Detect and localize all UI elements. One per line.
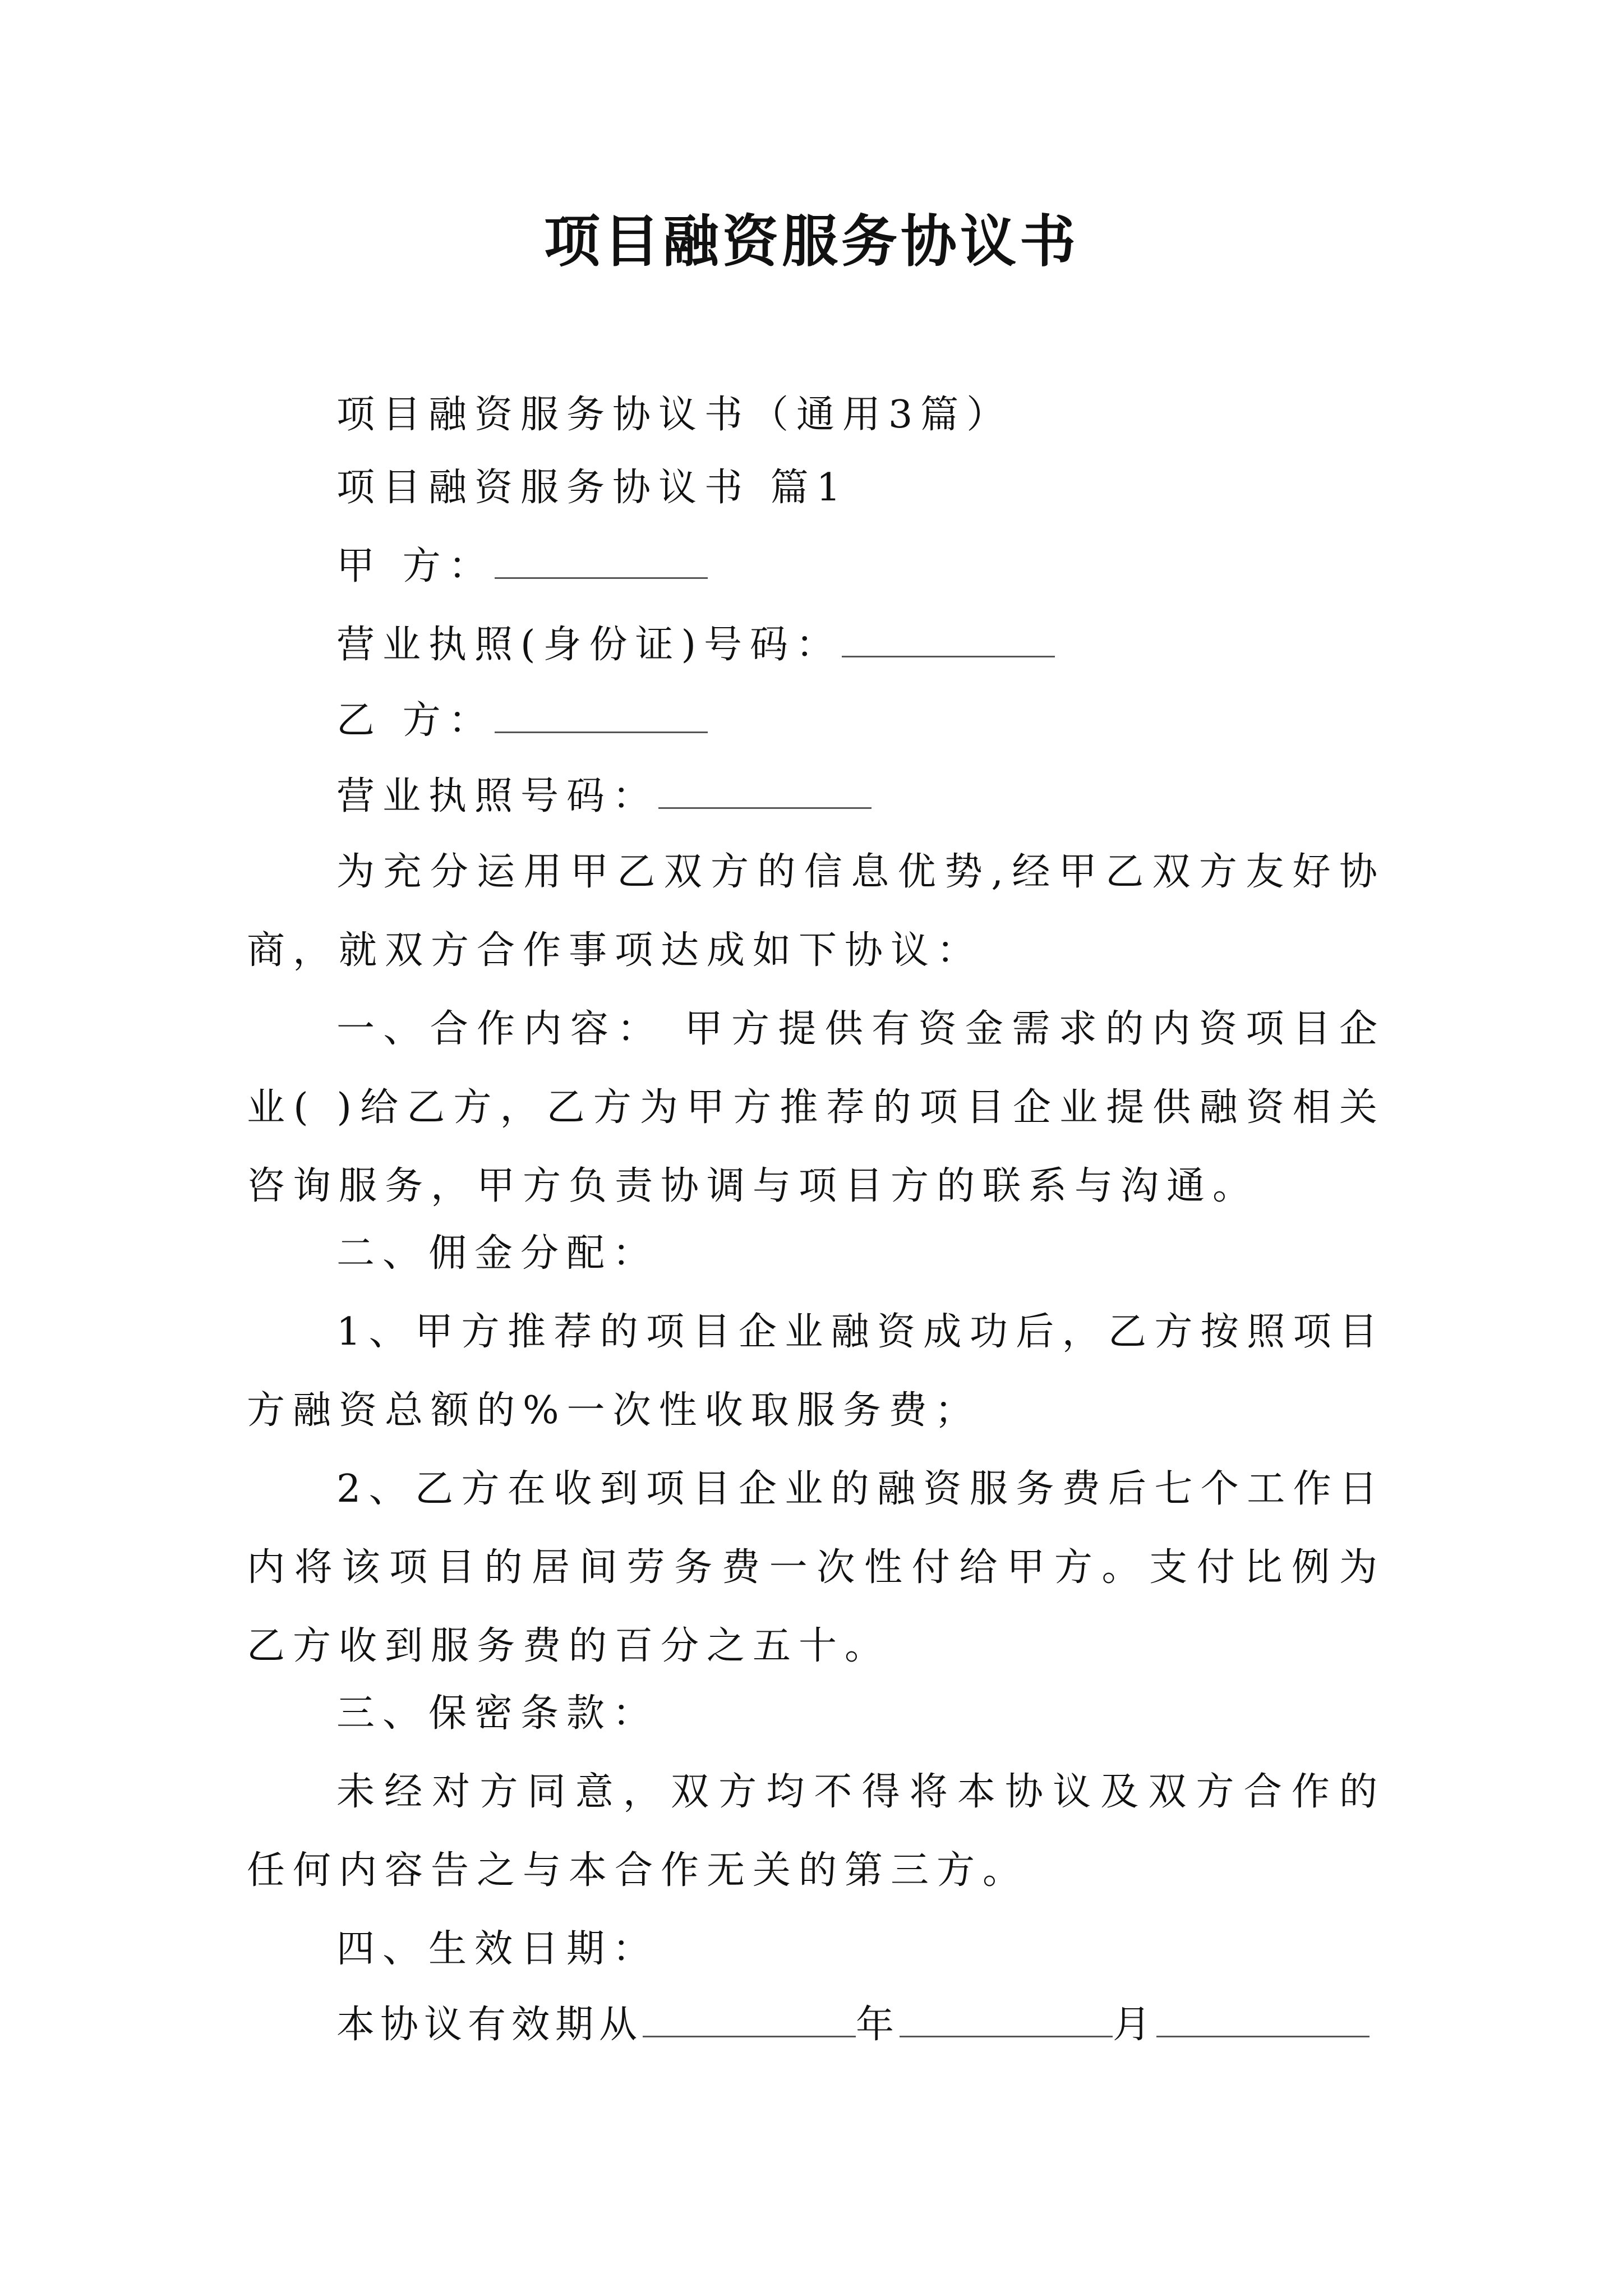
validity-start-blank [643,2002,856,2037]
validity-line [336,1997,1385,2053]
party-a-label: 甲 方： [336,544,495,588]
validity-year-label: 年 [856,2003,900,2047]
party-a-id-line [336,617,1385,673]
party-a-line [336,539,1385,595]
party-b-blank [495,698,708,733]
preamble-paragraph: 为充分运用甲乙双方的信息优势,经甲乙双方友好协商，就双方合作事项达成如下协议： [247,850,1385,973]
section-heading: 项目融资服务协议书 篇1 [336,466,849,510]
validity-month-blank [1156,2002,1370,2037]
clause-2-heading: 二、佣金分配： [336,1231,659,1276]
party-b-label: 乙 方： [336,698,495,743]
party-a-blank [495,544,708,579]
party-b-id-label: 营业执照号码： [336,774,659,818]
clause-3-heading: 三、保密条款： [336,1691,659,1736]
clause-1-paragraph: 一、合作内容： 甲方提供有资金需求的内资项目企业( )给乙方，乙方为甲方推荐的项目企业提供融资相关咨询服务，甲方负责协调与项目方的联系与沟通。 [247,1007,1385,1208]
party-b-id-line [336,769,1385,825]
clause-2-item-1: 1、甲方推荐的项目企业融资成功后，乙方按照项目方融资总额的%一次性收取服务费； [247,1310,1385,1433]
party-b-line [336,693,1385,749]
validity-month-label: 月 [1113,2003,1157,2047]
party-a-id-blank [842,622,1055,657]
document-title: 项目融资服务协议书 [544,208,1079,274]
party-a-id-label: 营业执照(身份证)号码： [336,623,842,667]
document-subtitle: 项目融资服务协议书（通用3篇） [336,393,1013,437]
validity-prefix: 本协议有效期从 [336,2003,643,2047]
clause-4-heading: 四、生效日期： [336,1927,659,1971]
party-b-id-blank [658,774,872,809]
clause-3-body: 未经对方同意，双方均不得将本协议及双方合作的任何内容告之与本合作无关的第三方。 [247,1770,1385,1893]
validity-year-blank [900,2002,1113,2037]
clause-2-item-2: 2、乙方在收到项目企业的融资服务费后七个工作日内将该项目的居间劳务费一次性付给甲方。支付比例为乙方收到服务费的百分之五十。 [247,1467,1385,1668]
